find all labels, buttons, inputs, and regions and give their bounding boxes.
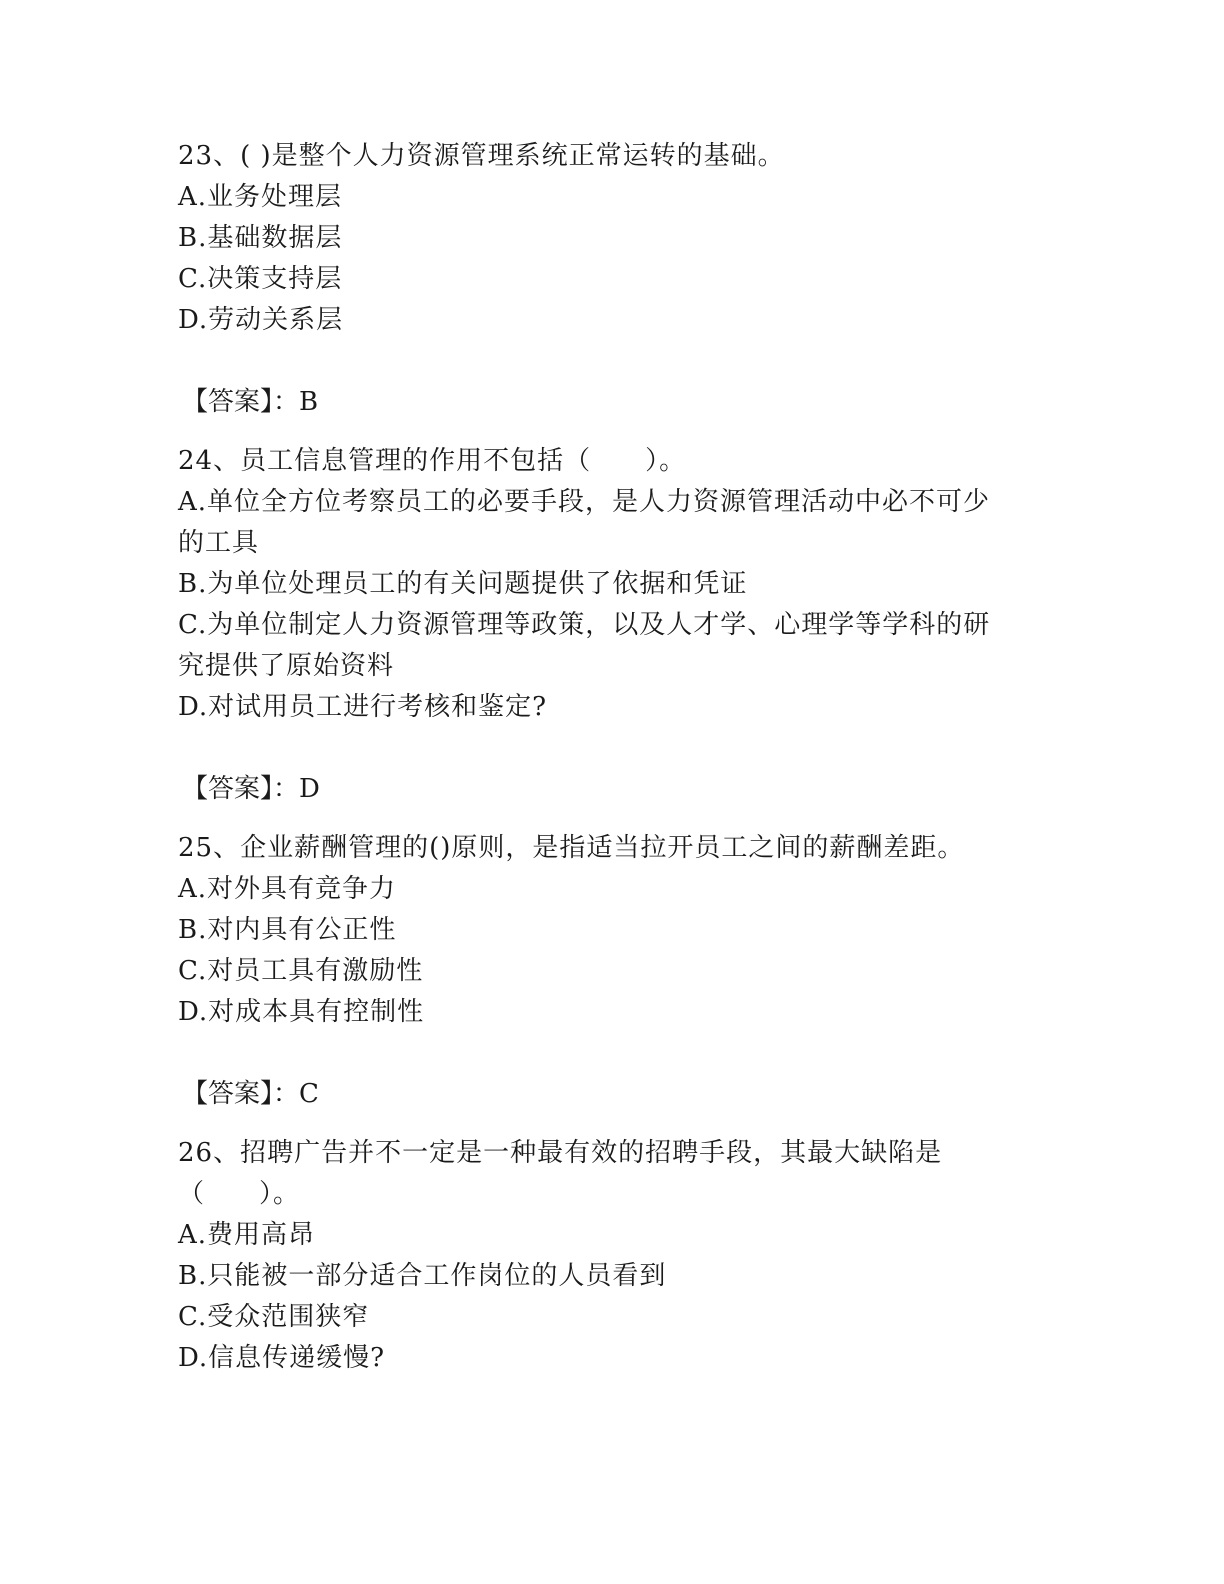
answer-line: 【答案】：C bbox=[182, 1079, 319, 1109]
question-stem: 25、企业薪酬管理的()原则，是指适当拉开员工之间的薪酬差距。 bbox=[178, 833, 965, 863]
answer-line: 【答案】：D bbox=[182, 774, 320, 804]
question-stem-continued: （ ）。 bbox=[178, 1179, 301, 1209]
question-26 bbox=[178, 1133, 1028, 1379]
option-a: A.单位全方位考察员工的必要手段，是人力资源管理活动中必不可少 bbox=[178, 487, 991, 517]
option-b: B.对内具有公正性 bbox=[178, 915, 397, 945]
option-b: B.为单位处理员工的有关问题提供了依据和凭证 bbox=[178, 569, 748, 599]
option-d: D.信息传递缓慢? bbox=[178, 1343, 386, 1373]
option-d: D.对成本具有控制性 bbox=[178, 997, 425, 1027]
option-a-continued: 的工具 bbox=[178, 528, 260, 558]
question-stem: 23、( )是整个人力资源管理系统正常运转的基础。 bbox=[178, 141, 785, 171]
option-d: D.对试用员工进行考核和鉴定? bbox=[178, 692, 548, 722]
option-c: C.受众范围狭窄 bbox=[178, 1302, 370, 1332]
option-d: D.劳动关系层 bbox=[178, 305, 344, 335]
question-23 bbox=[178, 136, 1028, 441]
option-c: C.为单位制定人力资源管理等政策，以及人才学、心理学等学科的研 bbox=[178, 610, 991, 640]
option-c: C.决策支持层 bbox=[178, 264, 343, 294]
option-a: A.业务处理层 bbox=[178, 182, 343, 212]
question-24 bbox=[178, 441, 1028, 828]
question-stem: 26、招聘广告并不一定是一种最有效的招聘手段，其最大缺陷是 bbox=[178, 1138, 943, 1168]
exam-page bbox=[178, 136, 1028, 1379]
option-b: B.只能被一部分适合工作岗位的人员看到 bbox=[178, 1261, 667, 1291]
question-stem: 24、员工信息管理的作用不包括（ ）。 bbox=[178, 446, 687, 476]
option-c: C.对员工具有激励性 bbox=[178, 956, 424, 986]
option-c-continued: 究提供了原始资料 bbox=[178, 651, 395, 681]
option-a: A.费用高昂 bbox=[178, 1220, 316, 1250]
answer-line: 【答案】：B bbox=[182, 387, 319, 417]
question-25 bbox=[178, 828, 1028, 1133]
option-a: A.对外具有竞争力 bbox=[178, 874, 397, 904]
option-b: B.基础数据层 bbox=[178, 223, 343, 253]
